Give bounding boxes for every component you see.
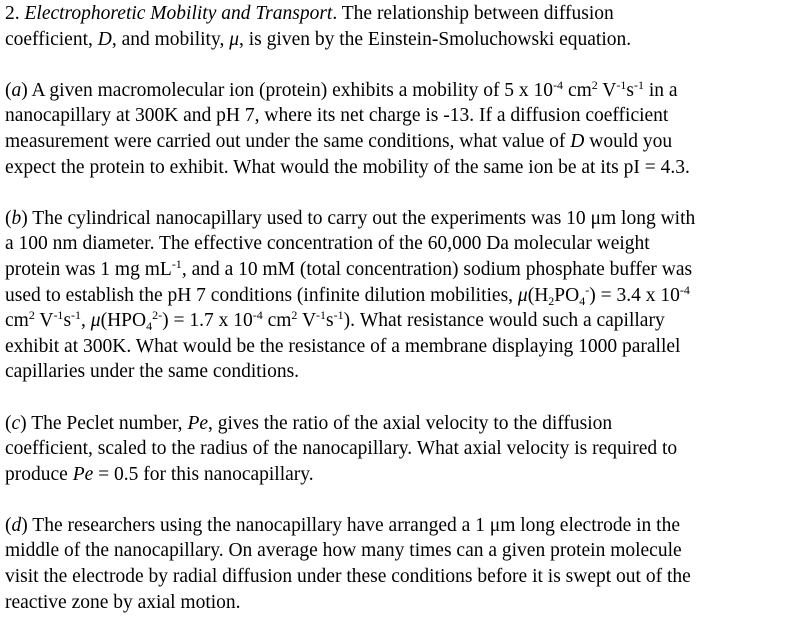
part-c [5,411,793,488]
part-a-label: a [11,79,22,101]
problem-title: Electrophoretic Mobility and Transport [24,3,333,24]
part-a-line-1: (a) A given macromolecular ion (protein) exhibits a mobility of 5 x $10^{-4}$ $cm^2$ $V^{-1}s^{-1}$ in a [5,77,678,101]
part-b-line-5: $cm^2$ $V^{-1}s^{-1}$, $\mu(HPO_4^{2-}) = 1.7$ x $10^{-4}$ $cm^2$ $V^{-1}s^{-1}$). What resistance would such a capillary [5,308,665,334]
part-d-line-3: visit the electrode by radial diffusion under these conditions before it is swept out of the [5,566,691,588]
part-a [5,78,793,180]
part-b-line-2: a 100 nm diameter. The effective concentration of the 60,000 Da molecular weight [5,233,650,255]
part-d-line-1: (d) The researchers using the nanocapillary have arranged a 1 μm long electrode in the [5,514,680,536]
part-b-line-6: exhibit at 300K. What would be the resistance of a membrane displaying 1000 parallel [5,335,681,357]
part-a-line-2: nanocapillary at 300K and pH 7, where its net charge is -13. If a diffusion coefficient [5,105,669,127]
part-b-line-7: capillaries under the same conditions. [5,361,300,383]
part-a-line-3: measurement were carried out under the same conditions, what value of D would you [5,130,673,152]
part-b-line-3: protein was 1 mg $mL^{-1}$, and a 10 mM (total concentration) sodium phosphate buffer was [5,256,693,280]
problem-number: 2. [5,3,20,24]
part-b-line-1: (b) The cylindrical nanocapillary used to carry out the experiments was 10 μm long with [5,207,696,229]
part-d-line-4: reactive zone by axial motion. [5,591,241,613]
problem-intro [5,1,793,52]
intro-line-2: coefficient, D, and mobility, μ, is given by the Einstein-Smoluchowski equation. [5,28,632,50]
part-c-line-3: produce Pe = 0.5 for this nanocapillary. [5,463,314,485]
part-d-line-2: middle of the nanocapillary. On average how many times can a given protein molecule [5,540,682,562]
part-a-line-4: expect the protein to exhibit. What would the mobility of the same ion be at its pI = 4.3. [5,156,690,178]
part-d-label: d [11,514,22,536]
part-b-line-4: used to establish the pH 7 conditions (infinite dilution mobilities, $\mu(H_2PO_4^-) = 3.4$ x $10^{-4}$ [5,282,690,308]
part-b [5,206,793,385]
part-d [5,513,793,615]
part-c-line-1: (c) The Peclet number, Pe, gives the ratio of the axial velocity to the diffusion [5,412,613,434]
intro-line-1: 2. Electrophoretic Mobility and Transport. The relationship between diffusion [5,3,614,24]
part-c-label: c [11,412,21,434]
part-b-label: b [11,207,22,229]
part-c-line-2: coefficient, scaled to the radius of the nanocapillary. What axial velocity is required to [5,438,678,460]
